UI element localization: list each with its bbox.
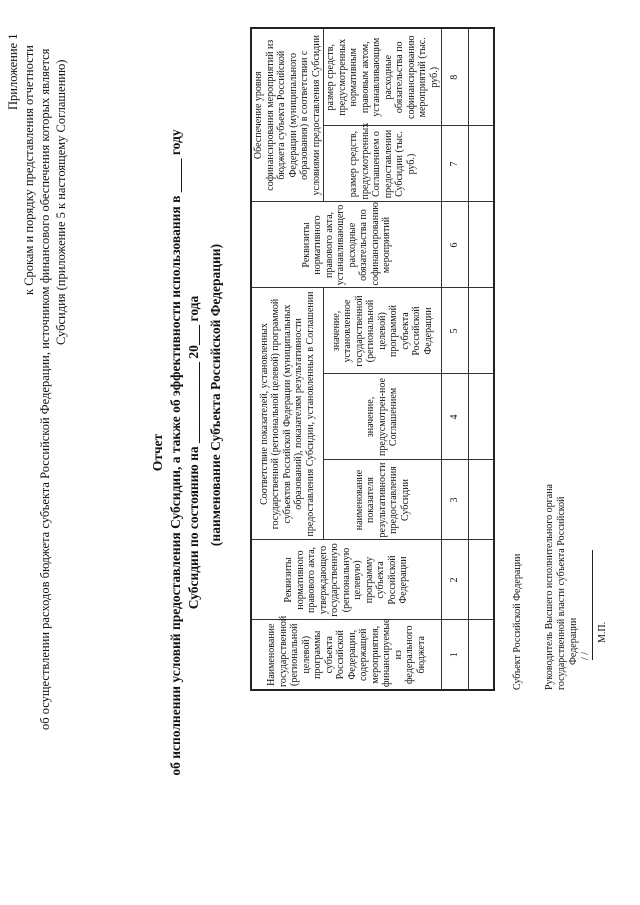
- signature-slash: / /: [580, 651, 591, 660]
- column-number: 2: [442, 540, 469, 620]
- column-number: 4: [442, 374, 469, 460]
- entity-name-caption: (наименование Субъекта Российской Федерации): [208, 243, 223, 547]
- column-number: 8: [442, 28, 469, 126]
- signature-head-line-3: Федерации: [568, 617, 579, 665]
- table-cell-empty: [469, 620, 495, 690]
- column-number: 3: [442, 460, 469, 540]
- stamp-place: М.П.: [597, 621, 608, 643]
- column-number: 5: [442, 288, 469, 374]
- table-cell-empty: [469, 202, 495, 288]
- table-cell-empty: [469, 126, 495, 202]
- column-number: 6: [442, 202, 469, 288]
- signature-head-line-1: Руководитель Высшего исполнительного органа: [544, 484, 555, 690]
- header-program-value: значение, установленное государственной (региональной целевой) программой субъекта Российской Федерации: [324, 288, 442, 374]
- annex-line-1: к Срокам и порядку представления отчетности: [22, 45, 36, 295]
- annex-title: Приложение 1: [6, 33, 20, 110]
- table-cell-empty: [469, 540, 495, 620]
- column-number: 7: [442, 126, 469, 202]
- report-table: [250, 27, 495, 691]
- header-indicator-name: наименование показателя результативности предоставления Субсидии: [324, 460, 442, 540]
- table-cell-empty: [469, 28, 495, 126]
- header-indicators-group: Соответствие показателей, установленных государственной (региональной целевой) программой субъектов Российской Федерации (муниципальных образований), показателям результативности предоставления Субсидии, установленных в Соглашении: [251, 288, 324, 540]
- signature-entity: Субъект Российской Федерации: [512, 553, 523, 690]
- header-obligations-act: Реквизиты нормативного правового акта, устанавливающего расходные обязательства по софинансированию мероприятий: [251, 202, 442, 288]
- signature-line: [580, 550, 593, 660]
- report-date-line: Субсидии по состоянию на ____________ 20___ года: [186, 295, 201, 610]
- annex-line-3: Субсидия (приложение 5 к настоящему Соглашению): [54, 59, 68, 345]
- signature-head-line-2: государственной власти субъекта Российской: [556, 496, 567, 690]
- header-agreement-funds: размер средств, предусмотренных Соглашением о предоставлении Субсидии (тыс. руб.): [324, 126, 442, 202]
- header-program-name: Наименование государственной (региональной целевой) программы субъекта Российской Федерации, содержащей мероприятия, финансируемые из федерального бюджета: [251, 620, 442, 690]
- table-cell-empty: [469, 460, 495, 540]
- header-agreement-value: значение, предусмотрен-ное Соглашением: [324, 374, 442, 460]
- column-number: 1: [442, 620, 469, 690]
- header-program-act: Реквизиты нормативного правового акта, утверждающего государственную (региональную целевую) программу субъекта Российской Федерации: [251, 540, 442, 620]
- report-title: Отчет: [150, 433, 165, 472]
- annex-line-2: об осуществлении расходов бюджета субъекта Российской Федерации, источником финансового обеспечения которых является: [38, 48, 52, 730]
- table-cell-empty: [469, 374, 495, 460]
- table-cell-empty: [469, 288, 495, 374]
- report-subtitle: об исполнении условий предоставления Субсидии, а также об эффективности использования в _____ году: [168, 129, 183, 776]
- header-cofinancing-group: Обеспечение уровня софинансирования мероприятий из бюджета субъекта Российской Федерации (муниципального образования) в соответствии с условиями предоставления Субсидии: [251, 28, 324, 202]
- header-act-funds: размер средств, предусмотренных нормативным правовым актом, устанавливающим расходные обязательства по софинансированию мероприятий (тыс. руб.): [324, 28, 442, 126]
